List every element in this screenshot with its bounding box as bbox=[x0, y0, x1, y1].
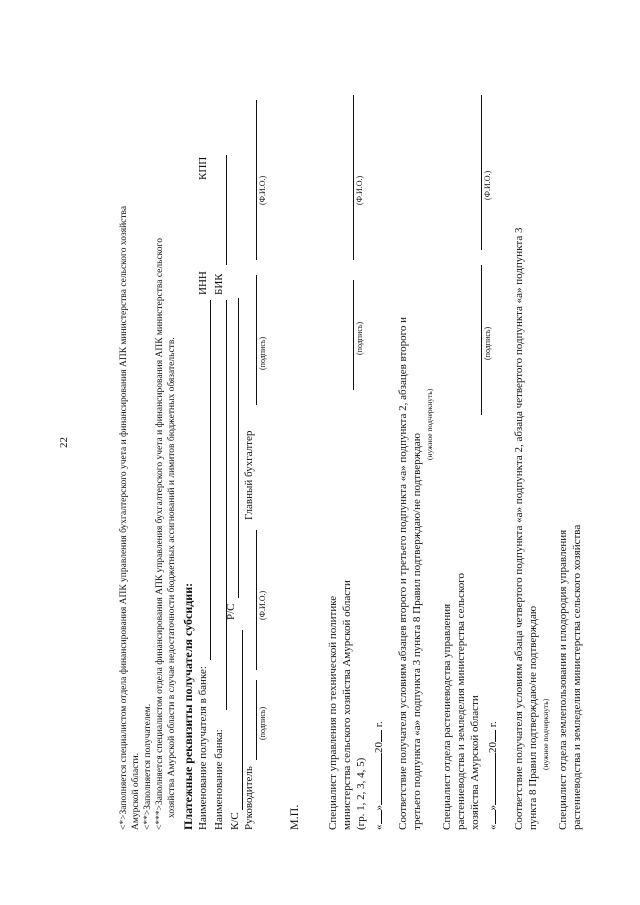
compliance1-line2: третьего подпункта «а» подпункта 3 пункта 8 Правил подтверждаю/не подтверждаю bbox=[411, 433, 423, 830]
tech-specialist-line3: (гр. 1, 2, 3, 4, 5) bbox=[355, 757, 367, 830]
date-year-suffix: г. bbox=[487, 721, 499, 728]
plant-fio-caption: (Ф.И.О.) bbox=[483, 170, 492, 200]
plant-fio-line bbox=[481, 95, 482, 250]
bik-label: БИК bbox=[213, 273, 225, 295]
accountant-fio-caption: (Ф.И.О.) bbox=[258, 175, 267, 205]
date-close-quote: » bbox=[373, 805, 385, 811]
tech-specialist-line1: Специалист управления по технической политике bbox=[327, 595, 339, 830]
bank-name-label: Наименование банка: bbox=[213, 729, 225, 830]
compliance2-note: (нужное подчеркнуть) bbox=[541, 698, 550, 770]
kpp-label: КПП bbox=[197, 156, 209, 180]
accountant-fio-line bbox=[256, 100, 257, 260]
date-year: 20 bbox=[487, 742, 499, 753]
tech-specialist-line2: министерства сельского хозяйства Амурской области bbox=[341, 580, 353, 830]
date-close-quote: » bbox=[487, 805, 499, 811]
head-label: Руководитель bbox=[243, 766, 255, 830]
land-specialist-line1: Специалист отдела землепользования и плодородия управления bbox=[557, 529, 569, 830]
head-fio-caption: (Ф.И.О.) bbox=[258, 590, 267, 620]
plant-signature-caption: (подпись) bbox=[483, 326, 492, 360]
date-open-quote: « bbox=[373, 824, 385, 830]
date-year-suffix: г. bbox=[373, 721, 385, 728]
footnote-2: <**>Заполняется получателем. bbox=[143, 703, 153, 830]
compliance2-line1: Соответствие получателя условиям абзаца четвертого подпункта «а» подпункта 2, абзаца четвертого подпункта «а» подпункта 3 bbox=[513, 227, 525, 830]
land-specialist-line2: растениеводства и земледелия министерства сельского хозяйства bbox=[571, 524, 583, 830]
plant-signature-line bbox=[481, 265, 482, 415]
accountant-signature-line bbox=[256, 275, 257, 405]
tech-signature-line bbox=[353, 280, 354, 390]
date-day-blank bbox=[484, 811, 496, 825]
date-year-blank bbox=[370, 730, 382, 742]
bik-line bbox=[226, 155, 227, 265]
recipient-name-label: Наименование получателя в банке: bbox=[197, 666, 209, 830]
accountant-signature-caption: (подпись) bbox=[258, 336, 267, 370]
date-month-blank bbox=[484, 753, 496, 805]
tech-date bbox=[370, 721, 385, 830]
plant-specialist-line2: растениеводства и земледелия министерства сельского bbox=[455, 573, 467, 830]
stamp-label: М.П. bbox=[287, 804, 301, 830]
date-year-blank bbox=[484, 730, 496, 742]
compliance1-line1: Соответствие получателя условиям абзацев второго и третьего подпункта «а» подпункта 2, абзацев второго и bbox=[397, 316, 409, 830]
date-day-blank bbox=[370, 811, 382, 825]
rs-label: Р/С bbox=[225, 603, 237, 620]
tech-fio-line bbox=[353, 95, 354, 260]
date-month-blank bbox=[370, 753, 382, 805]
head-signature-line bbox=[256, 680, 257, 760]
page-number: 22 bbox=[58, 437, 70, 448]
ks-label: К/С bbox=[229, 812, 241, 830]
rotated-page-content bbox=[115, 80, 620, 860]
footnote-1-cont: Амурской области. bbox=[131, 752, 141, 830]
plant-specialist-line1: Специалист отдела растениеводства управления bbox=[441, 603, 453, 830]
bank-name-line bbox=[226, 300, 227, 710]
footnote-1: <*>Заполняется специалистом отдела финансирования АПК управления бухгалтерского учета и финансирования АПК министерства сельского хозяйства bbox=[119, 205, 129, 830]
footnote-3: <***>Заполняется специалистом отдела финансирования АПК управления бухгалтерского учета и финансирования АПК министерства сельского bbox=[155, 238, 165, 830]
inn-label: ИНН bbox=[197, 271, 209, 295]
footnote-3-cont: хозяйства Амурской области в случае недостаточности бюджетных ассигнований и лимитов бюджетных обязательств. bbox=[167, 337, 177, 818]
date-open-quote: « bbox=[487, 824, 499, 830]
rs-line bbox=[238, 298, 239, 598]
tech-signature-caption: (подпись) bbox=[355, 321, 364, 355]
chief-accountant-label: Главный бухгалтер bbox=[243, 430, 255, 520]
tech-fio-caption: (Ф.И.О.) bbox=[355, 175, 364, 205]
plant-specialist-line3: хозяйства Амурской области bbox=[469, 695, 481, 830]
compliance2-line2: пункта 8 Правил подтверждаю/не подтверждаю bbox=[527, 605, 539, 830]
head-fio-line bbox=[256, 530, 257, 670]
date-year: 20 bbox=[373, 742, 385, 753]
plant-date bbox=[484, 721, 499, 830]
payment-details-title: Платежные реквизиты получателя субсидии: bbox=[181, 582, 195, 830]
compliance1-note: (нужное подчеркнуть) bbox=[425, 388, 434, 460]
head-signature-caption: (подпись) bbox=[258, 706, 267, 740]
recipient-name-line bbox=[210, 300, 211, 660]
